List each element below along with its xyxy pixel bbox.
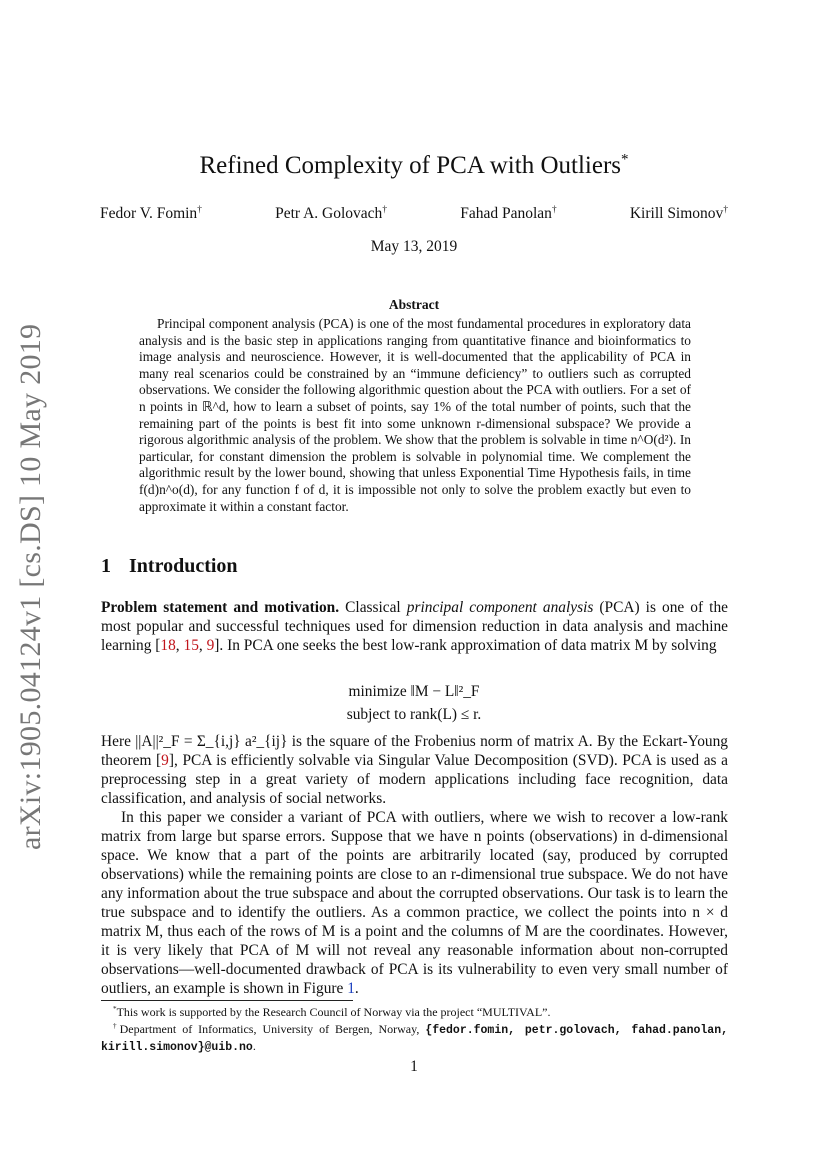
footnote-rule xyxy=(101,1000,353,1001)
equation-line-1: minimize ‖M − L‖²_F xyxy=(348,683,480,700)
page-number: 1 xyxy=(410,1058,418,1075)
email-addresses: {fedor.fomin, petr.golovach, fahad.panolan, kirill.simonov}@uib.no xyxy=(101,1024,729,1054)
section-number: 1 xyxy=(101,555,111,577)
citation-link[interactable]: 9 xyxy=(161,752,169,769)
paper-title xyxy=(0,152,828,180)
intro-paragraph-3: In this paper we consider a variant of PCA with outliers, where we wish to recover a low-rank matrix from large but sparse errors. Suppose that we have n points (observations) in d-dimensional space. We know that a part of the points are arbitrarily located (say, produced by corrupted observations) while the remaining points are close to an r-dimensional true subspace. We do not have any information about the true subspace and about the corrupted observations. Our task is to learn the true subspace and to identify the outliers. As a common practice, we collect the points into n × d matrix M, thus each of the rows of M is a point and the columns of M are the coordinates. However, it is very likely that PCA of M will not reveal any reasonable information about non-corrupted observations—well-documented drawback of PCA is its vulnerability to even very small number of outliers, an example is shown in Figure 1. xyxy=(101,809,728,997)
author: Fahad Panolan† xyxy=(460,204,557,222)
intro-paragraph-1: Problem statement and motivation. Classical principal component analysis (PCA) is one of the most popular and successful techniques used for dimension reduction in data analysis and machine learning [18, 15, 9]. In PCA one seeks the best low-rank approximation of data matrix M by solving xyxy=(101,599,728,654)
citation-link[interactable]: 18 xyxy=(160,637,176,654)
author-list xyxy=(100,205,728,223)
citation-link[interactable]: 9 xyxy=(206,637,215,654)
title-text: Refined Complexity of PCA with Outliers xyxy=(199,152,621,179)
section-heading xyxy=(101,555,238,578)
paragraph-lead: Problem statement and motivation. xyxy=(101,599,340,616)
section-title: Introduction xyxy=(129,555,238,577)
footnote-2: †Department of Informatics, University of Bergen, Norway, {fedor.fomin, petr.golovach, fahad.panolan, kirill.simonov}@uib.no. xyxy=(101,1022,729,1054)
title-footnote-mark: * xyxy=(621,151,629,168)
intro-paragraph-2: Here ||A||²_F = Σ_{i,j} a²_{ij} is the square of the Frobenius norm of matrix A. By the Eckart-Young theorem [9], PCA is efficiently solvable via Singular Value Decomposition (SVD). PCA is used as a preprocessing step in a great variety of modern applications including face recognition, data classification, and analysis of social networks. xyxy=(101,733,728,807)
equation-line-2: subject to rank(L) ≤ r. xyxy=(346,706,482,723)
footnote-1: *This work is supported by the Research Council of Norway via the project “MULTIVAL”. xyxy=(113,1005,551,1019)
author: Fedor V. Fomin† xyxy=(100,204,202,222)
emphasis: principal component analysis xyxy=(406,599,594,616)
citation-link[interactable]: 15 xyxy=(183,637,199,654)
author: Kirill Simonov† xyxy=(629,204,728,222)
abstract-heading: Abstract xyxy=(388,297,440,312)
arxiv-identifier-stamp: arXiv:1905.04124v1 [cs.DS] 10 May 2019 xyxy=(14,323,47,850)
abstract-body: Principal component analysis (PCA) is one of the most fundamental procedures in exploratory data analysis and is the basic step in applications ranging from quantitative finance and bioinformatics to image analysis and neuroscience. However, it is well-documented that the applicability of PCA in many real scenarios could be constrained by an “immune deficiency” to outliers such as corrupted observations. We consider the following algorithmic question about the PCA with outliers. For a set of n points in ℝ^d, how to learn a subset of points, say 1% of the total number of points, such that the remaining part of the points is best fit into some unknown r-dimensional subspace? We provide a rigorous algorithmic analysis of the problem. We show that the problem is solvable in time n^O(d²). In particular, for constant dimension the problem is solvable in polynomial time. We complement the algorithmic result by the lower bound, showing that unless Exponential Time Hypothesis fails, in time f(d)n^o(d), for any function f of d, it is impossible not only to solve the problem exactly but even to approximate it within a constant factor. xyxy=(139,316,691,514)
author: Petr A. Golovach† xyxy=(275,204,387,222)
figure-link[interactable]: 1 xyxy=(347,980,355,997)
paper-date: May 13, 2019 xyxy=(370,238,458,255)
